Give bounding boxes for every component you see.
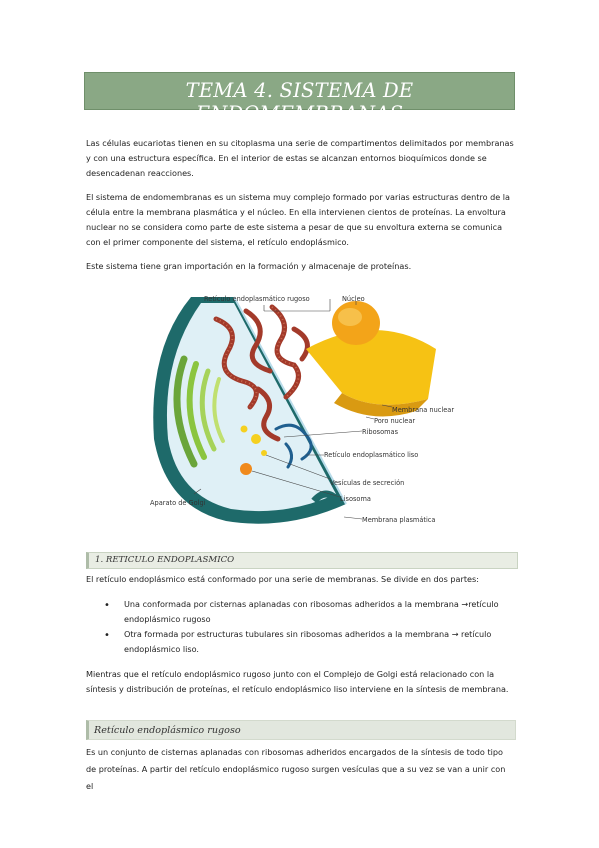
subsection-paragraph: Es un conjunto de cisternas aplanadas con ribosomas adheridos encargados de la síntesis de todo tipo de proteínas. A partir del retículo endoplásmico rugoso surgen vesículas que a su vez se van a unir con el <box>86 747 506 791</box>
label-secretory-vesicles: Vesículas de secreción <box>330 479 405 487</box>
section1-summary: Mientras que el retículo endoplásmico rugoso junto con el Complejo de Golgi está relacionado con la síntesis y distribución de proteínas, el retículo endoplásmico liso interviene en la síntesis de membrana. <box>86 669 509 694</box>
label-plasma-membrane: Membrana plasmática <box>362 516 436 524</box>
label-lysosome: Lisosoma <box>340 495 371 503</box>
secretory-vesicle-shape <box>251 434 261 444</box>
bullet-item: Una conformada por cisternas aplanadas con ribosomas adheridos a la membrana →retículo endoplásmico rugoso <box>124 599 499 624</box>
label-nucleus: Núcleo <box>342 295 365 303</box>
label-rough-er: Retículo endoplasmático rugoso <box>204 295 310 303</box>
section1-intro: El retículo endoplásmico está conformado por una serie de membranas. Se divide en dos partes: <box>86 574 479 584</box>
intro-paragraph-3: Este sistema tiene gran importación en la formación y almacenaje de proteínas. <box>86 261 412 271</box>
section-heading: 1. RETICULO ENDOPLASMICO <box>95 555 235 565</box>
page-title-banner <box>84 72 515 125</box>
bullet-item: Otra formada por estructuras tubulares sin ribosomas adheridos a la membrana → retículo endoplásmico liso. <box>124 629 492 654</box>
subsection-heading-bar <box>86 720 516 740</box>
intro-paragraph-1: Las células eucariotas tienen en su citoplasma una serie de compartimentos delimitados por membranas y con una estructura específica. En el interior de estas se alcanzan entornos bioquímicos donde se desencadenan reacciones. <box>86 138 514 178</box>
lysosome-shape <box>240 463 252 475</box>
label-smooth-er: Retículo endoplasmático liso <box>324 451 419 459</box>
label-ribosomes: Ribosomas <box>362 428 399 436</box>
label-golgi: Aparato de Golgi <box>150 499 206 507</box>
section-heading-bar <box>86 552 518 569</box>
bullet-marker: • <box>104 600 110 611</box>
cell-diagram <box>146 289 455 531</box>
label-nuclear-membrane: Membrana nuclear <box>392 406 455 414</box>
page-title: TEMA 4. SISTEMA DE ENDOMEMBRANAS <box>185 79 414 125</box>
bullet-marker: • <box>104 630 110 641</box>
subsection-heading: Retículo endoplásmico rugoso <box>94 725 241 736</box>
label-nuclear-pore: Poro nuclear <box>374 417 416 425</box>
intro-paragraph-2: El sistema de endomembranas es un sistema muy complejo formado por varias estructuras dentro de la célula entre la membrana plasmática y el núcleo. En ella intervienen cientos de proteínas. La envoltura nuclear no se considera como parte de este sistema a pesar de que su envoltura externa se comunica con el primer componente del sistema, el retículo endoplásmico. <box>86 192 510 247</box>
